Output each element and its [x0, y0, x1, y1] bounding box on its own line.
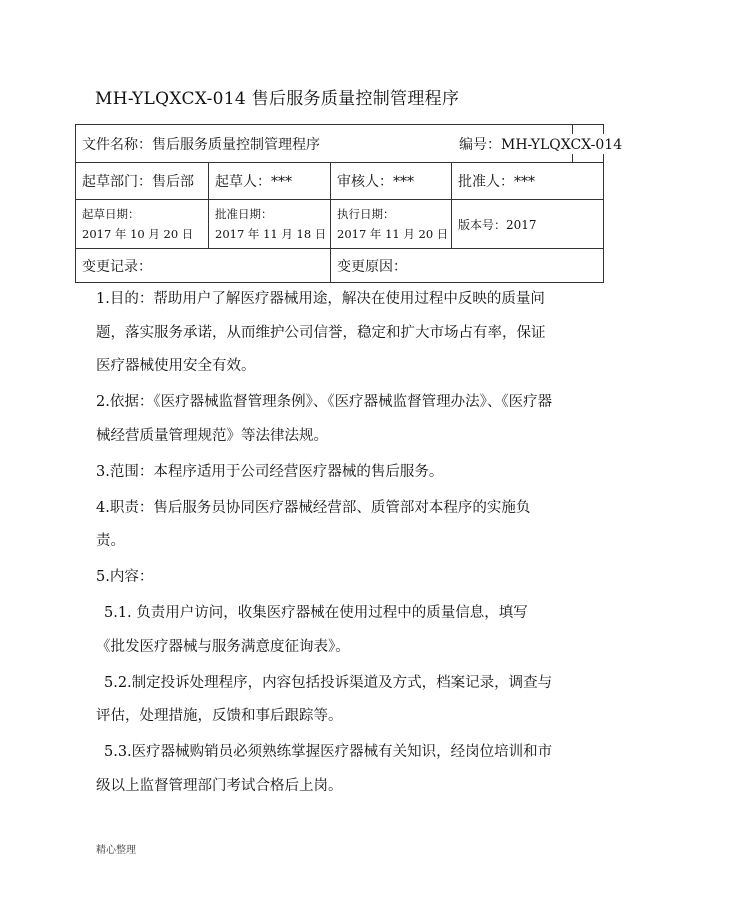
paragraph-content-heading: 5.内容： — [96, 569, 154, 585]
paragraph-duties: 4.职责：售后服务员协同医疗器械经营部、质管部对本程序的实施负责。 — [96, 499, 531, 549]
change-record-cell: 变更记录： — [76, 249, 331, 283]
file-name-cell: 文件名称：售后服务质量控制管理程序 — [76, 125, 573, 163]
doc-number: 编号：MH-YLQXCX-014 — [453, 134, 609, 154]
info-row-changes — [76, 249, 604, 283]
paragraph-purpose: 1.目的：帮助用户了解医疗器械用途，解决在使用过程中反映的质量问题，落实服务承诺，从而维护公司信誉，稳定和扩大市场占有率，保证医疗器械使用安全有效。 — [96, 291, 546, 374]
draft-date-value: 2017 年 10 月 20 日 — [82, 227, 194, 241]
draft-date-cell — [76, 200, 209, 249]
info-row-dates — [76, 200, 604, 249]
exec-date-cell — [331, 200, 452, 249]
approve-date-label: 批准日期： — [215, 207, 273, 221]
change-reason-cell: 变更原因： — [331, 249, 604, 283]
approve-date-cell — [209, 200, 331, 249]
info-row-file — [76, 125, 604, 163]
exec-date-value: 2017 年 11 月 20 日 — [337, 227, 449, 241]
footer-note: 精心整理 — [96, 845, 136, 856]
document-title: MH-YLQXCX-014 售后服务质量控制管理程序 — [95, 89, 460, 109]
version-cell: 版本号：2017 — [452, 200, 604, 249]
drafter-cell: 起草人：*** — [209, 163, 331, 200]
draft-dept-cell: 起草部门：售后部 — [76, 163, 209, 200]
exec-date-label: 执行日期： — [337, 207, 395, 221]
paragraph-basis: 2.依据：《医疗器械监督管理条例》、《医疗器械监督管理办法》、《医疗器械经营质量管理规范》等法律法规。 — [96, 394, 553, 444]
paragraph-scope: 3.范围：本程序适用于公司经营医疗器械的售后服务。 — [96, 463, 444, 480]
document-info-table — [75, 124, 623, 283]
paragraph-5-3: 5.3.医疗器械购销员必须熟练掌握医疗器械有关知识，经岗位培训和市级以上监督管理部门考试合格后上岗。 — [96, 744, 553, 794]
approver-cell: 批准人：*** — [452, 163, 604, 200]
reviewer-cell: 审核人：*** — [331, 163, 452, 200]
document-body — [96, 283, 556, 803]
doc-number-cell — [459, 125, 623, 163]
info-row-people — [76, 163, 604, 200]
paragraph-5-2: 5.2.制定投诉处理程序，内容包括投诉渠道及方式，档案记录，调查与评估，处理措施，反馈和事后跟踪等。 — [96, 674, 553, 724]
paragraph-5-1: 5.1. 负责用户访问，收集医疗器械在使用过程中的质量信息，填写《批发医疗器械与服务满意度征询表》。 — [96, 605, 528, 655]
draft-date-label: 起草日期： — [82, 207, 140, 221]
approve-date-value: 2017 年 11 月 18 日 — [215, 227, 327, 241]
